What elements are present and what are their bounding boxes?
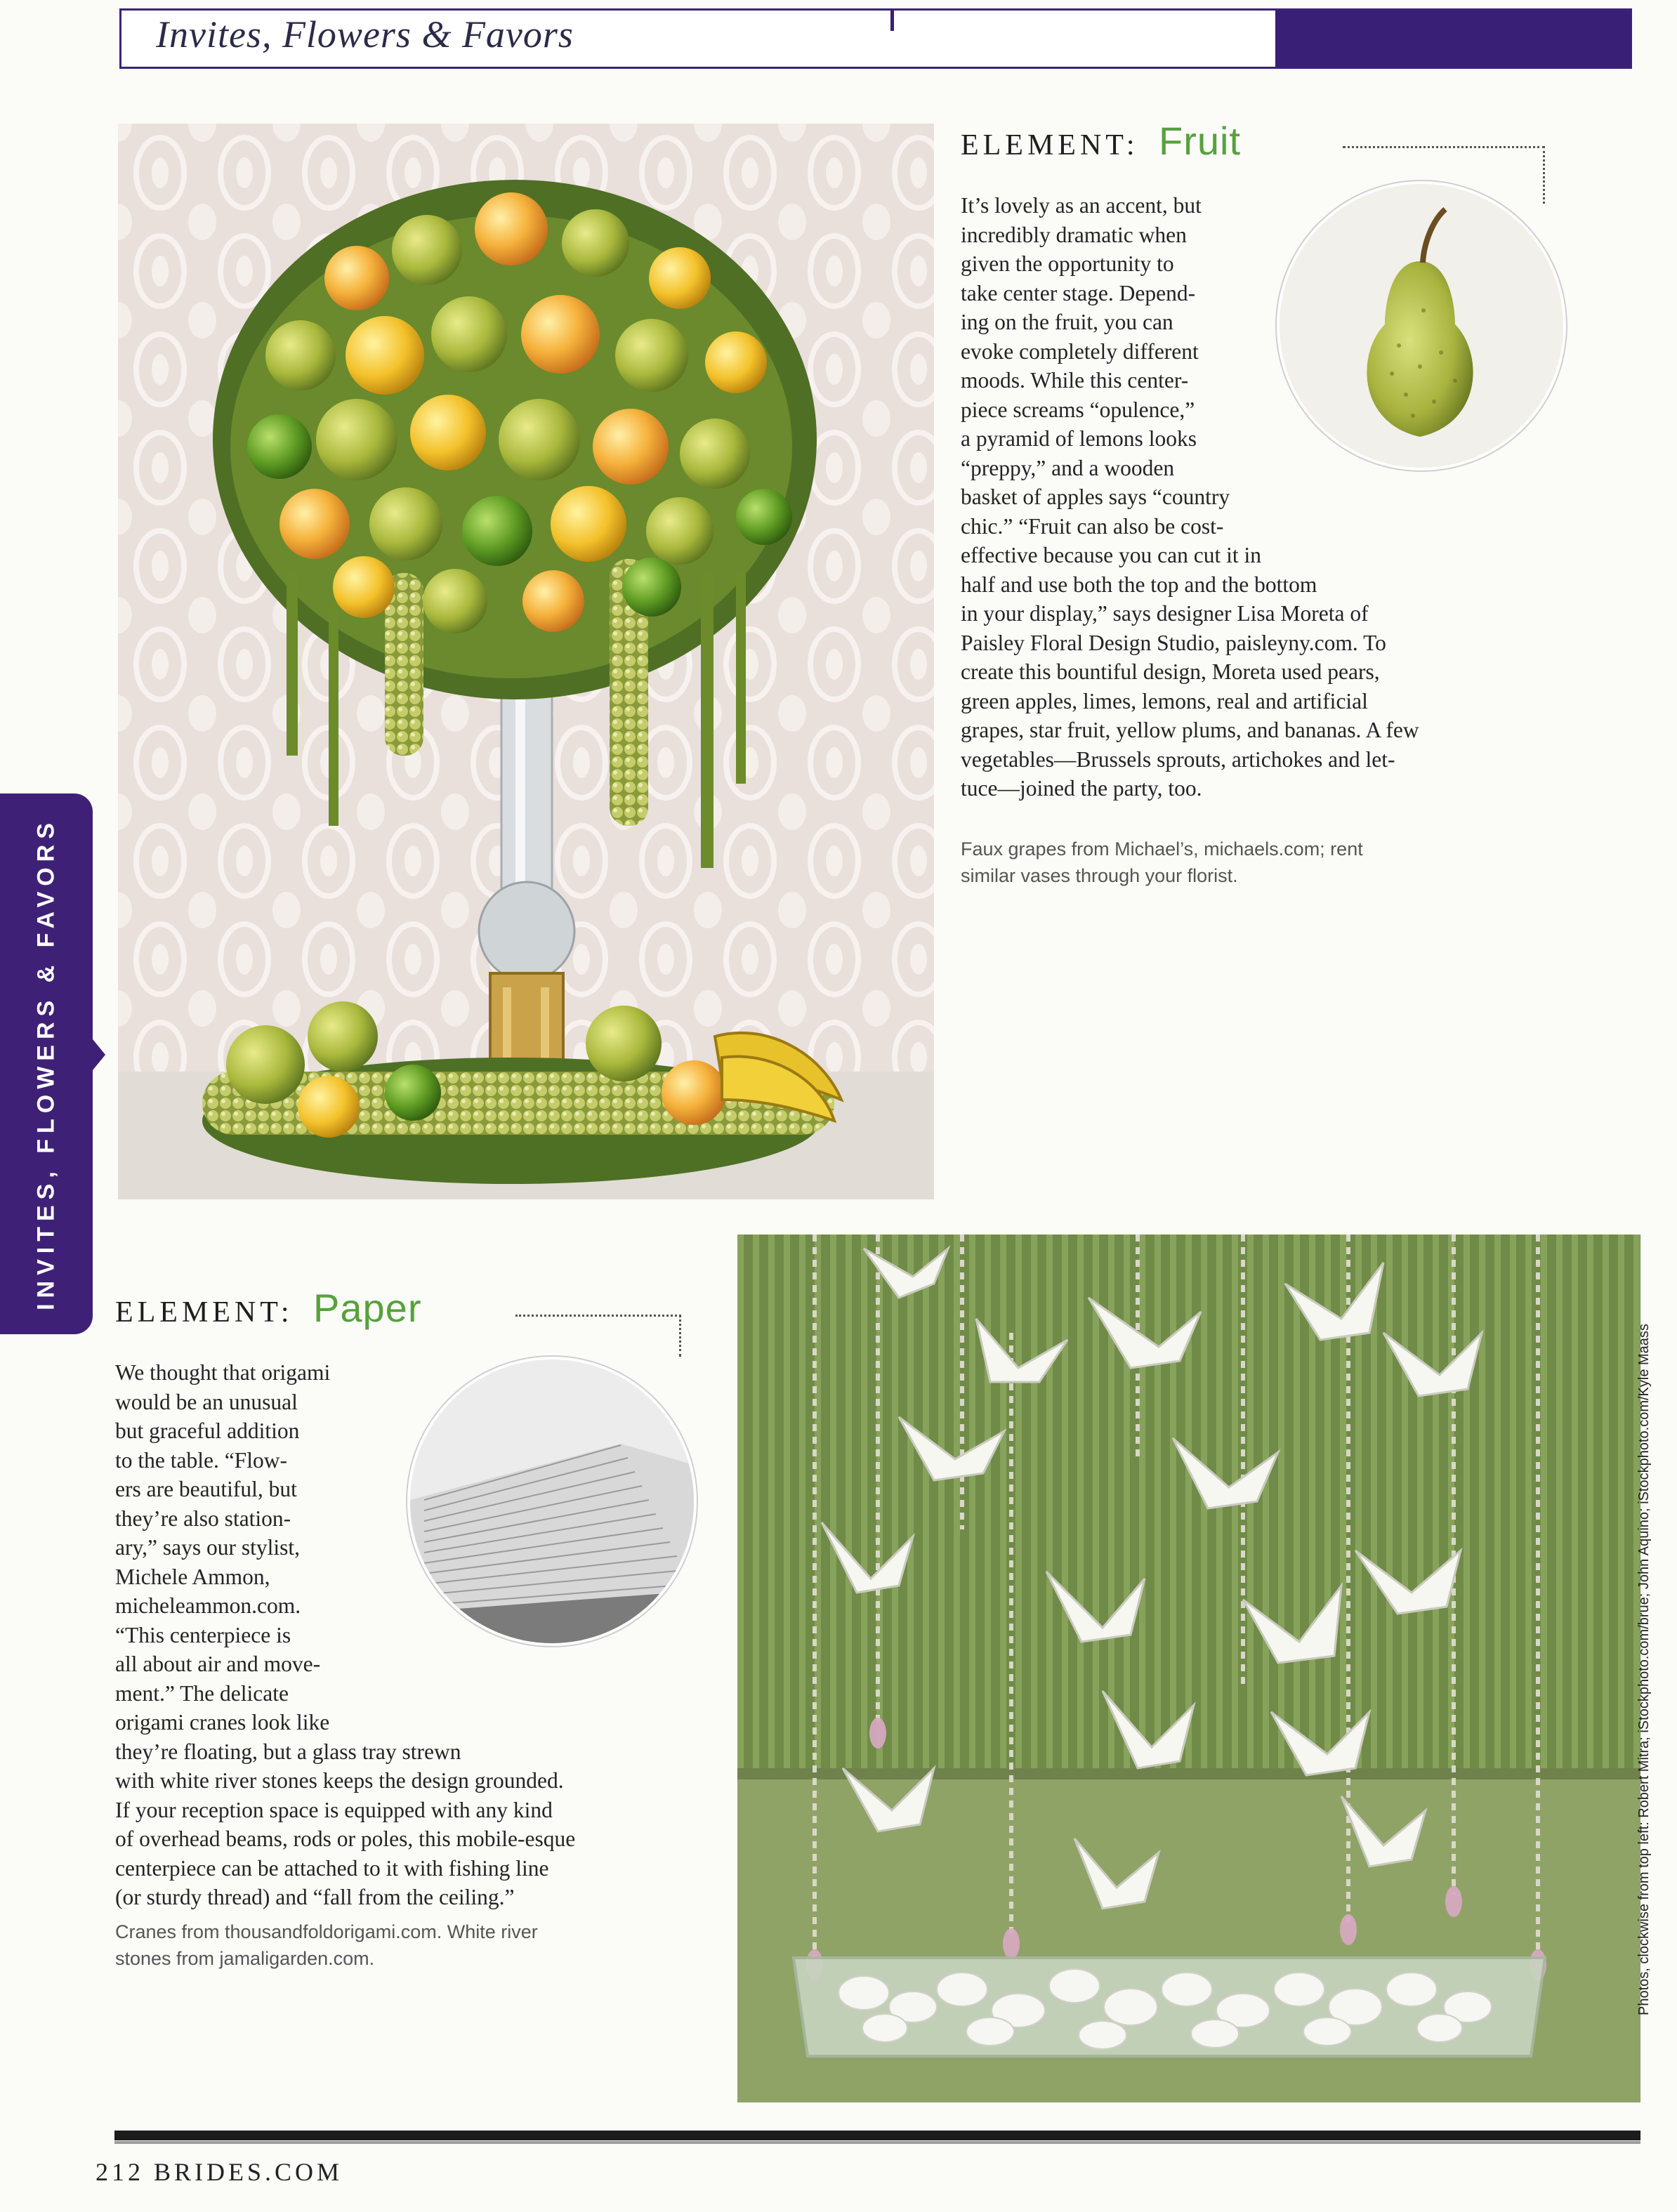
fruit-body-line: ing on the fruit, you can — [961, 310, 1173, 334]
fruit-body-line: piece screams “opulence,” — [961, 397, 1195, 422]
fruit-body-line: half and use both the top and the bottom — [961, 572, 1317, 597]
paper-credit — [115, 1918, 719, 1972]
paper-body-line: centerpiece can be attached to it with fishing line — [115, 1855, 549, 1881]
paper-leader-line-vertical — [679, 1315, 681, 1357]
fruit-credit-line: Faux grapes from Michael’s, michaels.com; rent — [961, 838, 1363, 860]
paper-body-line: Michele Ammon, — [115, 1564, 270, 1589]
paper-body-line: with white river stones keeps the design grounded. — [115, 1768, 564, 1793]
fruit-credit-line: similar vases through your florist. — [961, 865, 1238, 886]
fruit-body-line: moods. While this center- — [961, 368, 1189, 393]
fruit-centerpiece-photo — [118, 124, 934, 1199]
paper-body-line: ary,” says our stylist, — [115, 1535, 301, 1560]
paper-heading — [115, 1285, 421, 1331]
paper-body-line: would be an unusual — [115, 1389, 298, 1414]
fruit-body-line: create this bountiful design, Moreta used pears, — [961, 659, 1380, 684]
paper-body-line: If your reception space is equipped with any kind — [115, 1797, 553, 1822]
fruit-centerpiece-illustration — [118, 124, 934, 1199]
fruit-body-line: a pyramid of lemons looks — [961, 426, 1197, 451]
fruit-body-line: chic.” “Fruit can also be cost- — [961, 513, 1224, 539]
fruit-body-line: Paisley Floral Design Studio, paisleyny.com. To — [961, 630, 1386, 655]
fruit-heading — [961, 118, 1241, 164]
side-tab-label: INVITES, FLOWERS & FAVORS — [32, 817, 60, 1310]
paper-heading-word: Paper — [313, 1286, 422, 1330]
paper-body-line: ers are beautiful, but — [115, 1477, 297, 1501]
footer-rule-gray — [114, 2141, 1640, 2144]
paper-credit-line: stones from jamaligarden.com. — [115, 1948, 375, 1969]
paper-body-line: micheleammon.com. — [115, 1593, 301, 1618]
origami-cranes-photo — [737, 1235, 1640, 2102]
paper-body-line: “This centerpiece is — [115, 1622, 291, 1647]
fruit-body-line: evoke completely different — [961, 338, 1199, 364]
paper-leader-line — [515, 1315, 681, 1317]
paper-body-line: (or sturdy thread) and “fall from the ceiling.” — [115, 1885, 515, 1909]
fruit-body-line: in your display,” says designer Lisa Moreta of — [961, 601, 1369, 626]
fruit-heading-label: ELEMENT: — [961, 129, 1139, 162]
paper-body-line: they’re also station- — [115, 1506, 291, 1531]
paper-body-text — [115, 1358, 719, 1912]
fruit-body-line: given the opportunity to — [961, 251, 1174, 276]
paper-body-line: all about air and move- — [115, 1652, 321, 1676]
fruit-body-line: effective because you can cut it in — [961, 543, 1261, 567]
fruit-body-line: “preppy,” and a wooden — [961, 455, 1175, 480]
fruit-body-line: vegetables—Brussels sprouts, artichokes and let- — [961, 746, 1395, 772]
fruit-body-line: tuce—joined the party, too. — [961, 776, 1202, 801]
paper-body-line: of overhead beams, rods or poles, this mobile-esque — [115, 1826, 576, 1851]
fruit-body-line: grapes, star fruit, yellow plums, and bananas. A few — [961, 718, 1419, 742]
paper-body-line: ment.” The delicate — [115, 1680, 289, 1706]
fruit-body-line: basket of apples says “country — [961, 485, 1230, 509]
fruit-body-line: It’s lovely as an accent, but — [961, 193, 1202, 218]
paper-body-line: We thought that origami — [115, 1360, 331, 1385]
section-title: Invites, Flowers & Favors — [156, 13, 574, 55]
fruit-body-line: take center stage. Depend- — [961, 280, 1196, 305]
fruit-body-line: green apples, limes, lemons, real and artificial — [961, 688, 1368, 713]
footer-rule — [114, 2131, 1640, 2140]
paper-body-line: origami cranes look like — [115, 1710, 330, 1734]
fruit-body-line: incredibly dramatic when — [961, 222, 1187, 247]
fruit-leader-line — [1343, 146, 1545, 148]
origami-cranes-illustration — [737, 1235, 1640, 2102]
side-tab-pointer — [93, 1039, 105, 1070]
fruit-heading-word: Fruit — [1159, 119, 1242, 163]
paper-body-line: but graceful addition — [115, 1418, 300, 1443]
paper-body-line: to the table. “Flow- — [115, 1447, 287, 1473]
header-divider-tick — [890, 8, 894, 31]
photo-credits: Photos, clockwise from top left: Robert Mitra; iStockphoto.com/brue; John Aquino; iStockphoto.com/Kyle Maass — [1636, 1324, 1652, 2015]
paper-body-line: they’re floating, but a glass tray strewn — [115, 1739, 461, 1764]
fruit-body-text — [961, 191, 1466, 803]
paper-heading-label: ELEMENT: — [115, 1296, 294, 1329]
fruit-credit — [961, 836, 1593, 889]
header-color-band — [1275, 11, 1631, 67]
paper-credit-line: Cranes from thousandfoldorigami.com. White river — [115, 1921, 538, 1942]
page-folio: 212 BRIDES.COM — [96, 2158, 343, 2186]
